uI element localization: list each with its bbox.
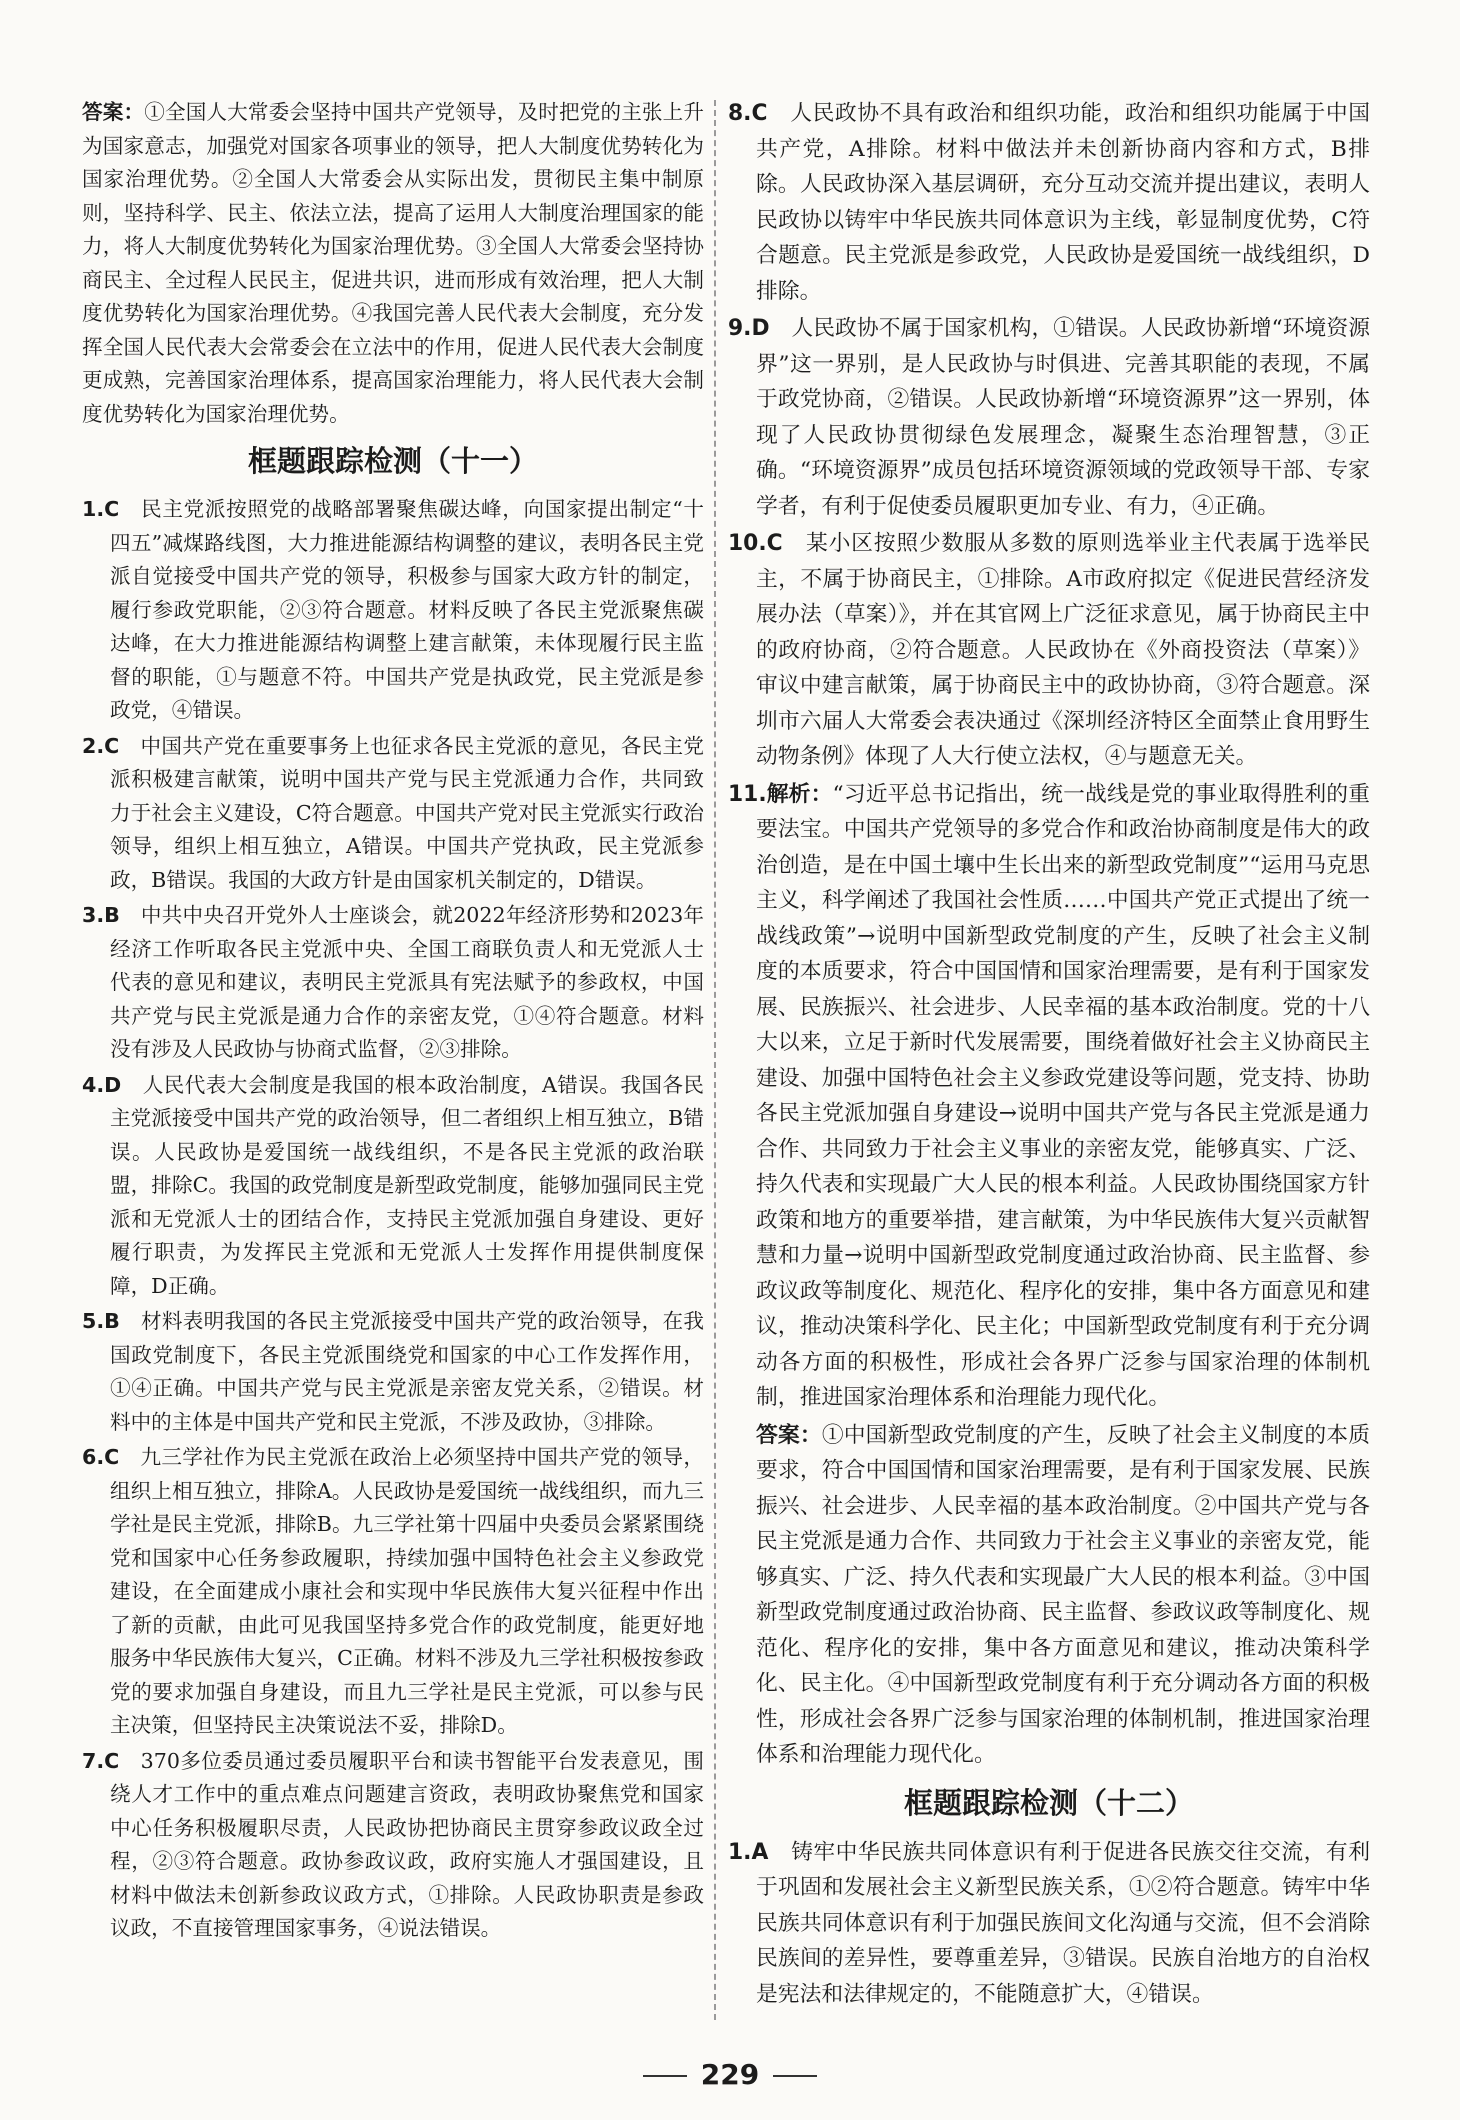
question-item	[728, 526, 1370, 775]
column-divider	[714, 100, 716, 2020]
question-item	[82, 1305, 704, 1439]
question-item	[82, 899, 704, 1067]
answer-paragraph	[82, 96, 704, 431]
page-footer	[0, 2058, 1460, 2091]
footer-rule-right	[773, 2075, 817, 2077]
question-number: 7.C	[82, 1748, 120, 1773]
question-explanation: 人民政协不具有政治和组织功能，政治和组织功能属于中国共产党，A排除。材料中做法并未创新协商内容和方式，B排除。人民政协深入基层调研，充分互动交流并提出建议，表明人民政协以铸牢中华民族共同体意识为主线，彰显制度优势，C符合题意。民主党派是参政党，人民政协是爱国统一战线组织，D排除。	[756, 101, 1370, 304]
question-number: 1.A	[728, 1839, 769, 1865]
section-title-12: 框题跟踪检测（十二）	[903, 1785, 1194, 1820]
question-explanation: 370多位委员通过委员履职平台和读书智能平台发表意见，围绕人才工作中的重点难点问题建言资政，表明政协聚焦党和国家中心任务积极履职尽责，人民政协把协商民主贯穿参政议政全过程，②③符合题意。政协参政议政，政府实施人才强国建设，且材料中做法未创新参政议政方式，①排除。人民政协职责是参政议政，不直接管理国家事务，④说法错误。	[110, 1748, 704, 1940]
question-number: 8.C	[728, 101, 768, 126]
question-item	[82, 1069, 704, 1304]
question-11-answer	[728, 1418, 1370, 1773]
question-number: 4.D	[82, 1072, 122, 1097]
question-explanation: 中国共产党在重要事务上也征求各民主党派的意见，各民主党派积极建言献策，说明中国共产党与民主党派通力合作，共同致力于社会主义建设，C符合题意。中国共产党对民主党派实行政治领导，组织上相互独立，A错误。中国共产党执政，民主党派参政，B错误。我国的大政方针是由国家机关制定的，D错误。	[110, 733, 704, 892]
question-number: 3.B	[82, 903, 120, 927]
footer-rule-left	[643, 2075, 687, 2077]
answer-text: ①中国新型政党制度的产生，反映了社会主义制度的本质要求，符合中国国情和国家治理需要，是有利于国家发展、民族振兴、社会进步、人民幸福的基本政治制度。②中国共产党与各民主党派是通力合作、共同致力于社会主义事业的亲密友党，能够真实、广泛、持久代表和实现最广大人民的根本利益。③中国新型政党制度通过政治协商、民主监督、参政议政等制度化、规范化、程序化的安排，集中各方面意见和建议，推动决策科学化、民主化。④中国新型政党制度有利于充分调动各方面的积极性，形成社会各界广泛参与国家治理的体制机制，推进国家治理体系和治理能力现代化。	[756, 1422, 1370, 1767]
question-item	[728, 96, 1370, 309]
question-item	[82, 1441, 704, 1743]
question-number: 5.B	[82, 1309, 120, 1333]
question-item	[82, 1745, 704, 1946]
question-number: 11.	[728, 781, 767, 807]
answer-label: 答案：	[756, 1422, 822, 1448]
left-column	[82, 96, 704, 1948]
question-item	[82, 493, 704, 728]
answer-text: ①全国人大常委会坚持中国共产党领导，及时把党的主张上升为国家意志，加强党对国家各项事业的领导，把人大制度优势转化为国家治理优势。②全国人大常委会从实际出发，贯彻民主集中制原则，坚持科学、民主、依法立法，提高了运用人大制度治理国家的能力，将人大制度优势转化为国家治理优势。③全国人大常委会坚持协商民主、全过程人民民主，促进共识，进而形成有效治理，把人大制度优势转化为国家治理优势。④我国完善人民代表大会制度，充分发挥全国人民代表大会常委会在立法中的作用，促进人民代表大会制度更成熟，完善国家治理体系，提高国家治理能力，将人民代表大会制度优势转化为国家治理优势。	[82, 100, 705, 426]
question-11-analysis	[728, 777, 1370, 1416]
question-explanation: 中共中央召开党外人士座谈会，就2022年经济形势和2023年经济工作听取各民主党派中央、全国工商联负责人和无党派人士代表的意见和建议，表明民主党派具有宪法赋予的参政权，中国共产党与民主党派是通力合作的亲密友党，①④符合题意。材料没有涉及人民政协与协商式监督，②③排除。	[110, 903, 704, 1061]
question-item	[728, 311, 1370, 524]
question-explanation: 某小区按照少数服从多数的原则选举业主代表属于选举民主，不属于协商民主，①排除。A市政府拟定《促进民营经济发展办法（草案）》，并在其官网上广泛征求意见，属于协商民主中的政府协商，②符合题意。人民政协在《外商投资法（草案）》审议中建言献策，属于协商民主中的政协协商，③符合题意。深圳市六届人大常委会表决通过《深圳经济特区全面禁止食用野生动物条例》体现了人大行使立法权，④与题意无关。	[756, 531, 1370, 769]
question-explanation: 材料表明我国的各民主党派接受中国共产党的政治领导，在我国政党制度下，各民主党派围绕党和国家的中心工作发挥作用，①④正确。中国共产党与民主党派是亲密友党关系，②错误。材料中的主体是中国共产党和民主党派，不涉及政协，③排除。	[110, 1309, 704, 1434]
question-number: 1.C	[82, 497, 120, 521]
page-number: 229	[700, 2058, 760, 2091]
question-explanation: 铸牢中华民族共同体意识有利于促进各民族交往交流，有利于巩固和发展社会主义新型民族关系，①②符合题意。铸牢中华民族共同体意识有利于加强民族间文化沟通与交流，但不会消除民族间的差异性，要尊重差异，③错误。民族自治地方的自治权是宪法和法律规定的，不能随意扩大，④错误。	[756, 1839, 1370, 2007]
question-explanation: 人民代表大会制度是我国的根本政治制度，A错误。我国各民主党派接受中国共产党的政治领导，但二者组织上相互独立，B错误。人民政协是爱国统一战线组织，不是各民主党派的政治联盟，排除C。我国的政党制度是新型政党制度，能够加强同民主党派和无党派人士的团结合作，支持民主党派加强自身建设、更好履行职责，为发挥民主党派和无党派人士发挥作用提供制度保障，D正确。	[110, 1072, 704, 1298]
section-title-11: 框题跟踪检测（十一）	[247, 444, 538, 478]
analysis-text: “习近平总书记指出，统一战线是党的事业取得胜利的重要法宝。中国共产党领导的多党合作和政治协商制度是伟大的政治创造，是在中国土壤中生长出来的新型政党制度”“运用马克思主义，科学阐述了我国社会性质……中国共产党正式提出了统一战线政策”→说明中国新型政党制度的产生，反映了社会主义制度的本质要求，符合中国国情和国家治理需要，是有利于国家发展、民族振兴、社会进步、人民幸福的基本政治制度。党的十八大以来，立足于新时代发展需要，围绕着做好社会主义协商民主建设、加强中国特色社会主义参政党建设等问题，党支持、协助各民主党派加强自身建设→说明中国共产党与各民主党派是通力合作、共同致力于社会主义事业的亲密友党，能够真实、广泛、持久代表和实现最广大人民的根本利益。人民政协围绕国家方针政策和地方的重要举措，建言献策，为中华民族伟大复兴贡献智慧和力量→说明中国新型政党制度通过政治协商、民主监督、参政议政等制度化、规范化、程序化的安排，集中各方面意见和建议，推动决策科学化、民主化；中国新型政党制度有利于充分调动各方面的积极性，形成社会各界广泛参与国家治理的体制机制，推进国家治理体系和治理能力现代化。	[756, 781, 1370, 1410]
question-item	[82, 730, 704, 898]
question-number: 10.C	[728, 531, 783, 556]
question-number: 9.D	[728, 316, 770, 341]
analysis-label: 解析：	[766, 781, 833, 807]
question-item	[728, 1835, 1370, 2013]
answer-label: 答案：	[82, 100, 145, 124]
question-explanation: 九三学社作为民主党派在政治上必须坚持中国共产党的领导，组织上相互独立，排除A。人民政协是爱国统一战线组织，而九三学社是民主党派，排除B。九三学社第十四届中央委员会紧紧围绕党和国家中心任务参政履职，持续加强中国特色社会主义参政党建设，在全面建成小康社会和实现中华民族伟大复兴征程中作出了新的贡献，由此可见我国坚持多党合作的政党制度，能更好地服务中华民族伟大复兴，C正确。材料不涉及九三学社积极按参政党的要求加强自身建设，而且九三学社是民主党派，可以参与民主决策，但坚持民主决策说法不妥，排除D。	[110, 1445, 704, 1737]
question-explanation: 人民政协不属于国家机构，①错误。人民政协新增“环境资源界”这一界别，是人民政协与时俱进、完善其职能的表现，不属于政党协商，②错误。人民政协新增“环境资源界”这一界别，体现了人民政协贯彻绿色发展理念，凝聚生态治理智慧，③正确。“环境资源界”成员包括环境资源领域的党政领导干部、专家学者，有利于促使委员履职更加专业、有力，④正确。	[756, 316, 1370, 519]
right-column	[728, 96, 1370, 2014]
question-number: 2.C	[82, 733, 120, 758]
question-explanation: 民主党派按照党的战略部署聚焦碳达峰，向国家提出制定“十四五”减煤路线图，大力推进能源结构调整的建议，表明各民主党派自觉接受中国共产党的领导，积极参与国家大政方针的制定，履行参政党职能，②③符合题意。材料反映了各民主党派聚焦碳达峰，在大力推进能源结构调整上建言献策，未体现履行民主监督的职能，①与题意不符。中国共产党是执政党，民主党派是参政党，④错误。	[110, 497, 704, 722]
question-number: 6.C	[82, 1445, 120, 1469]
